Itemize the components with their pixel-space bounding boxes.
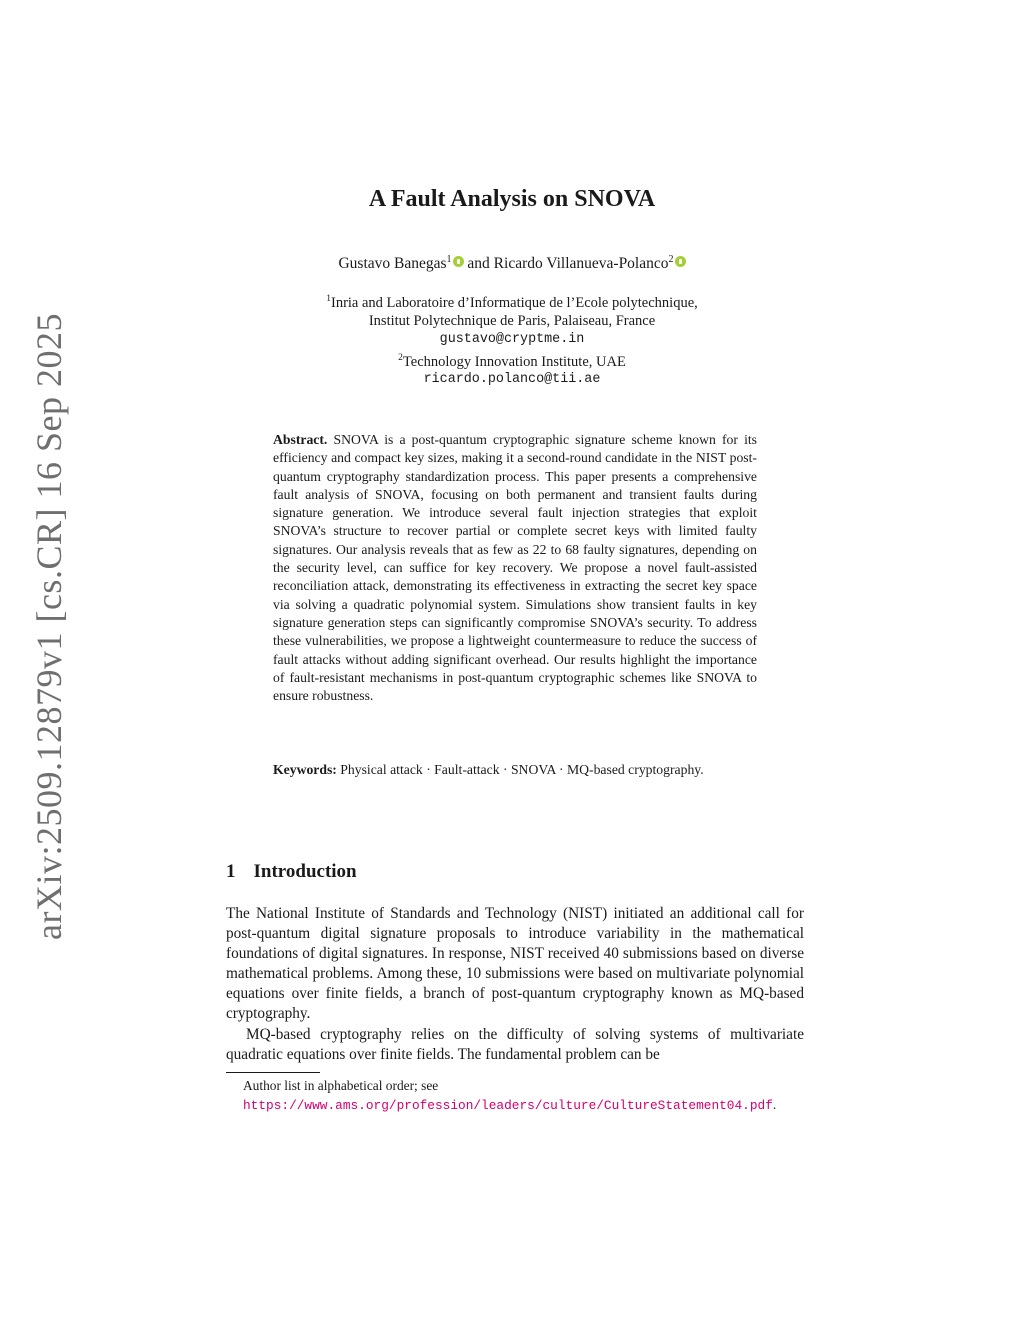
footnote-link[interactable]: https://www.ams.org/profession/leaders/culture/CultureStatement04.pdf <box>243 1097 773 1113</box>
affiliation-line: Inria and Laboratoire d’Informatique de l’Ecole polytechnique, <box>330 294 698 311</box>
arxiv-identifier: arXiv:2509.12879v1 [cs.CR] 16 Sep 2025 <box>29 313 69 940</box>
affiliation-line: Technology Innovation Institute, UAE <box>402 353 626 370</box>
author-list <box>0 254 1024 273</box>
affiliation-mark: 1 <box>326 294 331 304</box>
paragraph: MQ-based cryptography relies on the difficulty of solving systems of multivariate quadratic equations over finite fields. The fundamental problem can be <box>226 1025 804 1063</box>
keywords-text: Physical attack · Fault-attack · SNOVA · MQ-based cryptography. <box>336 762 704 777</box>
abstract-text: SNOVA is a post-quantum cryptographic signature scheme known for its efficiency and compact key sizes, making it a second-round candidate in the NIST post-quantum cryptography standardization process. This paper presents a comprehensive fault analysis of SNOVA, focusing on both permanent and transient faults during signature generation. We introduce several fault injection strategies that exploit SNOVA’s structure to recover partial or complete secret keys with limited faulty signatures. Our analysis reveals that as few as 22 to 68 faulty signatures, depending on the security level, can suffice for key recovery. We propose a novel fault-assisted reconciliation attack, demonstrating its effectiveness in extracting the secret key space via solving a quadratic polynomial system. Simulations show transient faults in key signature generation steps can significantly compromise SNOVA’s security. To address these vulnerabilities, we propose a lightweight countermeasure to reduce the success of fault attacks without adding significant overhead. Our results highlight the importance of fault-resistant mechanisms in post-quantum cryptographic schemes like SNOVA to ensure robustness. <box>273 432 757 704</box>
author-affiliation-mark: 1 <box>446 254 452 265</box>
paragraph: The National Institute of Standards and Technology (NIST) initiated an additional call for post-quantum digital signature proposals to introduce variability in the mathematical foundations of digital signatures. In response, NIST received 40 submissions based on diverse mathematical problems. Among these, 10 submissions were based on multivariate polynomial equations over finite fields, a branch of post-quantum cryptography known as MQ-based cryptography. <box>226 905 804 1023</box>
footnote-divider <box>226 1072 320 1073</box>
author-name: Ricardo Villanueva-Polanco <box>493 255 669 273</box>
author-affiliation-mark: 2 <box>668 254 674 265</box>
author-name: Gustavo Banegas <box>338 255 447 273</box>
footnote <box>226 1077 804 1115</box>
orcid-icon[interactable] <box>453 256 464 267</box>
footnote-end: . <box>772 1096 777 1112</box>
affiliation-line: Institut Polytechnique de Paris, Palaiseau, France <box>368 313 656 330</box>
author-email: ricardo.polanco@tii.ae <box>423 372 601 388</box>
abstract-label: Abstract. <box>273 432 328 447</box>
section-title: Introduction <box>253 861 357 882</box>
section-heading <box>226 861 357 883</box>
author-email: gustavo@cryptme.in <box>439 331 585 347</box>
keywords <box>273 761 757 779</box>
affiliation-mark: 2 <box>398 353 403 364</box>
author-connector: and <box>463 255 494 273</box>
section-body <box>226 904 804 1065</box>
footnote-text: Author list in alphabetical order; see <box>243 1078 439 1093</box>
affiliations <box>0 290 1024 390</box>
affiliation-1 <box>0 290 1024 312</box>
section-number: 1 <box>226 861 236 882</box>
keywords-label: Keywords: <box>273 762 337 777</box>
affiliation-2 <box>0 349 1024 371</box>
paper-title: A Fault Analysis on SNOVA <box>368 186 656 212</box>
abstract <box>273 431 757 705</box>
orcid-icon[interactable] <box>675 256 686 267</box>
